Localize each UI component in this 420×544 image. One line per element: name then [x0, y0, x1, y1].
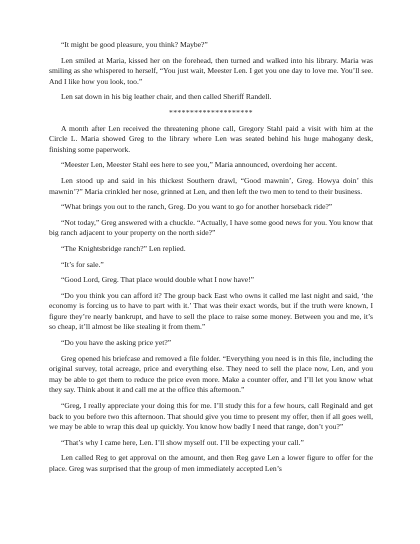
paragraph: “It might be good pleasure, you think? Maybe?” — [61, 40, 208, 49]
paragraph: “Do you have the asking price yet?” — [61, 338, 172, 348]
paragraph: “Meester Len, Meester Stahl ees here to see you,” Maria announced, overdoing her accent. — [61, 160, 338, 170]
paragraph: “What brings you out to the ranch, Greg. Do you want to go for another horseback ride?” — [61, 202, 333, 212]
paragraph: “Do you think you can afford it? The group back East who owns it called me last night and said, ‘the economy is forcing us to have to part with it.’ That was their exact words, but if the truth were known, I figure they’re nearly bankrupt, and have to sell the place to raise some money. Between you and me, it’s so cheap, it’ll almost be like stealing it from them.” — [49, 290, 373, 332]
paragraph: Len sat down in his big leather chair, and then called Sheriff Randell. — [61, 92, 272, 102]
paragraph: Len smiled at Maria, kissed her on the forehead, then turned and walked into his library. Maria was smiling as she whispered to herself, “You just wait, Meester Len. I get you one day to love me. You’ll see. And I like how you look, too.” — [49, 55, 373, 86]
paragraph: Len stood up and said in his thickest Southern drawl, “Good mawnin’, Greg. Howya doin’ this mawnin’?” Maria crinkled her nose, grinned at Len, and then left the two men to tend to their business. — [49, 175, 373, 196]
paragraph: “Good Lord, Greg. That place would double what I now have!” — [61, 275, 255, 285]
section-separator: ******************** — [169, 107, 253, 117]
paragraph: “It’s for sale.” — [61, 259, 104, 269]
paragraph: “That’s why I came here, Len. I’ll show myself out. I’ll be expecting your call.” — [61, 437, 304, 447]
paragraph: A month after Len received the threatening phone call, Gregory Stahl paid a visit with him at the Circle L. Maria showed Greg to the library where Len was seated behind his huge mahogany desk, finishing some paperwork. — [49, 123, 373, 154]
paragraph: “The Knightsbridge ranch?” Len replied. — [61, 243, 186, 253]
paragraph: “Not today,” Greg answered with a chuckle. “Actually, I have some good news for you. You know that big ranch adjacent to your property on the north side?” — [49, 217, 373, 238]
paragraph: Greg opened his briefcase and removed a file folder. “Everything you need is in this file, including the original survey, total acreage, price and everything else. They need to sell the place now, Len, and you may be able to get them to reduce the price even more. Make a counter offer, and I’ll let you know what they say. Think about it and call me at the office this afternoon.” — [49, 353, 373, 395]
paragraph: Len called Reg to get approval on the amount, and then Reg gave Len a lower figure to offer for the place. Greg was surprised that the group of men immediately accepted Len’s — [49, 453, 373, 473]
paragraph: “Greg, I really appreciate your doing this for me. I’ll study this for a few hours, call Reginald and get back to you before two this afternoon. That should give you time to present my offer, then if all goes well, we may be able to wrap this deal up quickly. You know how badly I need that range, don’t you?” — [49, 401, 373, 432]
